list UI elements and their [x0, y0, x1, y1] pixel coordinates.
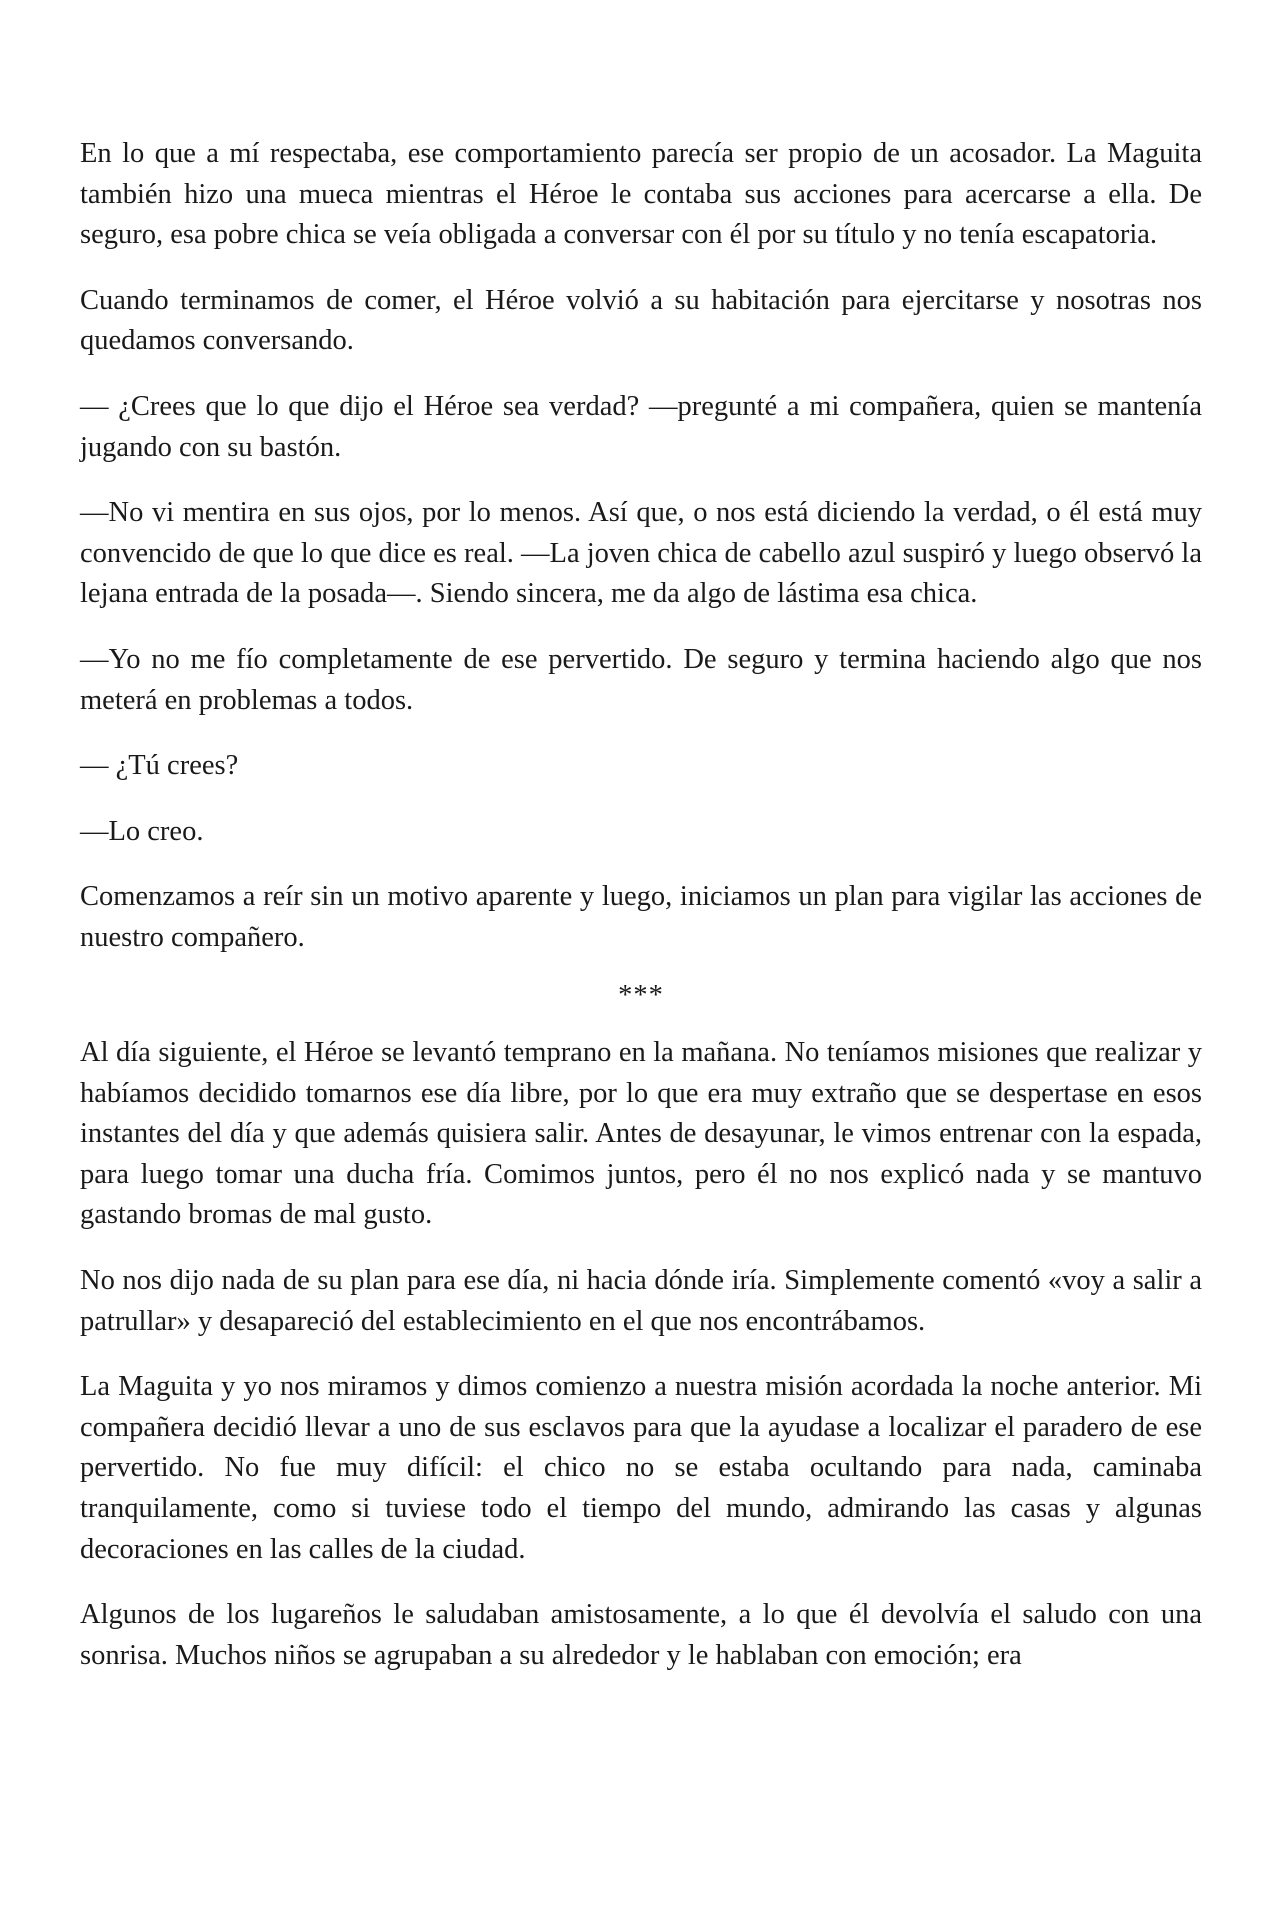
- dialogue-paragraph: —Yo no me fío completamente de ese pervertido. De seguro y termina haciendo algo que nos meterá en problemas a todos.: [80, 643, 1202, 716]
- document-page: [80, 134, 1202, 1676]
- paragraph: Cuando terminamos de comer, el Héroe volvió a su habitación para ejercitarse y nosotras nos quedamos conversando.: [80, 284, 1202, 357]
- paragraph: La Maguita y yo nos miramos y dimos comienzo a nuestra misión acordada la noche anterior. Mi compañera decidió llevar a uno de sus esclavos para que la ayudase a localizar el paradero de ese pervertido. No fue muy difícil: el chico no se estaba ocultando para nada, caminaba tranquilamente, como si tuviese todo el tiempo del mundo, admirando las casas y algunas decoraciones en las calles de la ciudad.: [80, 1371, 1202, 1565]
- dialogue-paragraph: — ¿Tú crees?: [80, 750, 239, 782]
- paragraph: Comenzamos a reír sin un motivo aparente y luego, iniciamos un plan para vigilar las acciones de nuestro compañero.: [80, 881, 1202, 953]
- paragraph: En lo que a mí respectaba, ese comportamiento parecía ser propio de un acosador. La Maguita también hizo una mueca mientras el Héroe le contaba sus acciones para acercarse a ella. De seguro, esa pobre chica se veía obligada a conversar con él por su título y no tenía escapatoria.: [80, 138, 1202, 251]
- dialogue-paragraph: — ¿Crees que lo que dijo el Héroe sea verdad? —pregunté a mi compañera, quien se mantenía jugando con su bastón.: [80, 390, 1202, 463]
- paragraph: Algunos de los lugareños le saludaban amistosamente, a lo que él devolvía el saludo con una sonrisa. Muchos niños se agrupaban a su alrededor y le hablaban con emoción; era: [80, 1599, 1202, 1671]
- section-separator: ***: [618, 979, 664, 1011]
- paragraph: Al día siguiente, el Héroe se levantó temprano en la mañana. No teníamos misiones que realizar y habíamos decidido tomarnos ese día libre, por lo que era muy extraño que se despertase en esos instantes del día y que además quisiera salir. Antes de desayunar, le vimos entrenar con la espada, para luego tomar una ducha fría. Comimos juntos, pero él no nos explicó nada y se mantuvo gastando bromas de mal gusto.: [80, 1037, 1202, 1231]
- dialogue-paragraph: —No vi mentira en sus ojos, por lo menos. Así que, o nos está diciendo la verdad, o él está muy convencido de que lo que dice es real. —La joven chica de cabello azul suspiró y luego observó la lejana entrada de la posada—. Siendo sincera, me da algo de lástima esa chica.: [80, 497, 1202, 610]
- paragraph: No nos dijo nada de su plan para ese día, ni hacia dónde iría. Simplemente comentó «voy a salir a patrullar» y desapareció del establecimiento en el que nos encontrábamos.: [80, 1265, 1202, 1337]
- dialogue-paragraph: —Lo creo.: [80, 815, 204, 847]
